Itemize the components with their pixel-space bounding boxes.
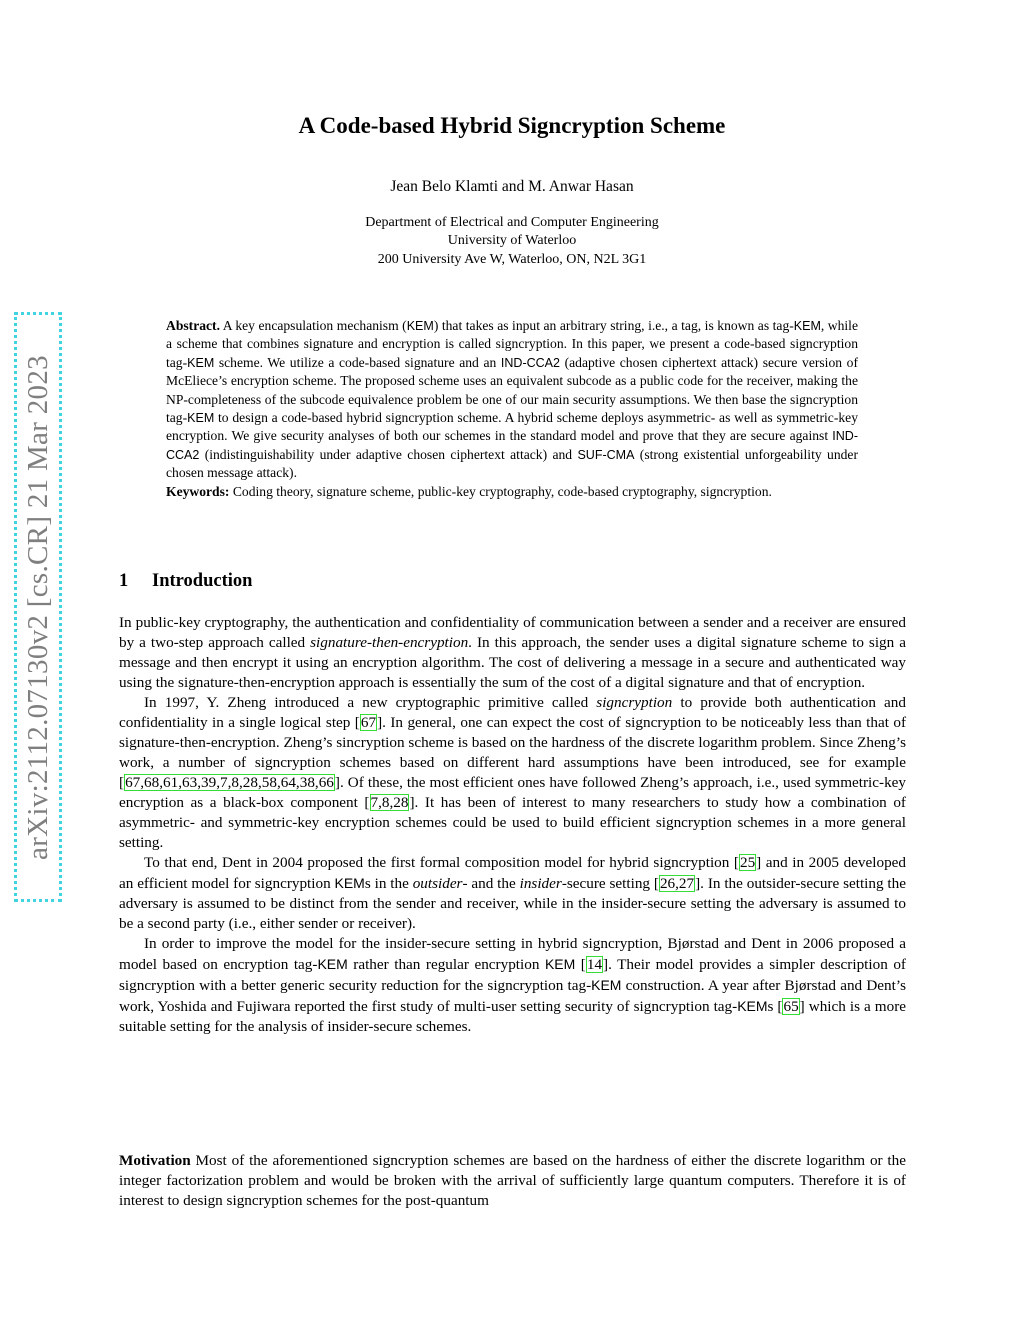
paragraph-text: . In this approach, the sender uses a digital signature scheme to sign a message and then encrypt it using an encryption algorithm. The cost of delivering a message in a secure and authenticated way using the signature-then-encryption approach is essentially the sum of the cost of a digital signature and that of encryption. (119, 634, 906, 691)
abstract-text: (strong existential unforgeability under chosen message attack). (166, 446, 858, 481)
keywords-paragraph (166, 483, 858, 501)
introduction-body (119, 613, 906, 1037)
abstract-kem-term: KEM (187, 411, 215, 426)
paragraph-text: construction. A year after Bjørstad and Dent’s work, Yoshida and Fujiwara reported the first study of multi-user setting security of signcryption tag- (119, 977, 906, 1015)
keywords-label: Keywords: (166, 483, 230, 499)
paragraph-text: ]. It has been of interest to many researchers to study how a combination of asymmetric- and symmetric-key encryption schemes could be used to build efficient signcryption schemes in a more general setting. (119, 794, 906, 851)
paragraph-text: In public-key cryptography, the authentication and confidentiality of communication between a sender and a receiver are ensured by a two-step approach called (119, 614, 906, 651)
paragraph-text: rather than regular encryption (347, 956, 545, 973)
intro-paragraph-1 (119, 613, 906, 693)
citation-link[interactable]: 25 (739, 854, 756, 871)
kem-term: KEM (317, 956, 348, 972)
paragraph-text: ]. Their model provides a simpler description of signcryption with a better generic security reduction for the signcryption tag- (119, 956, 906, 994)
motivation-block (119, 1151, 906, 1211)
citation-link[interactable]: 65 (783, 998, 799, 1015)
paragraph-text: s in the (364, 875, 413, 892)
keywords-text: Coding theory, signature scheme, public-key cryptography, code-based cryptography, signcryption. (229, 483, 772, 499)
abstract-kem-term: KEM (793, 319, 821, 333)
paragraph-text: In order to improve the model for the insider-secure setting in hybrid signcryption, Bjørstad and Dent in 2006 proposed a model based on encryption tag- (119, 935, 906, 973)
paragraph-text: s [ (767, 998, 783, 1015)
intro-paragraph-3 (119, 853, 906, 934)
paragraph-text: -secure setting [ (561, 875, 659, 892)
abstract-kem-term: KEM (406, 319, 434, 333)
emphasis-term: signcryption (596, 694, 673, 711)
abstract-sufcma-term: SUF-CMA (577, 447, 635, 462)
emphasis-term: insider (519, 875, 562, 892)
abstract-label: Abstract. (166, 318, 220, 333)
arxiv-identifier: arXiv:2112.07130v2 [cs.CR] 21 Mar 2023 (21, 354, 54, 860)
affiliation-university: University of Waterloo (447, 233, 577, 249)
citation-link[interactable]: 26,27 (659, 875, 695, 892)
paper-title: A Code-based Hybrid Signcryption Scheme (298, 113, 726, 138)
kem-term: KEM (544, 956, 576, 972)
abstract-block (166, 317, 858, 501)
affiliation-address: 200 University Ave W, Waterloo, ON, N2L 3G1 (377, 251, 647, 267)
abstract-text: , while a scheme that combines signature and encryption is called signcryption. In this paper, we present a code-based signcryption tag- (166, 318, 858, 370)
emphasis-term: outsider (412, 875, 463, 892)
abstract-text: ) that takes as input an arbitrary string, i.e., a tag, is known as tag- (433, 318, 794, 333)
citation-link[interactable]: 67,68,61,63,39,7,8,28,58,64,38,66 (125, 774, 334, 791)
intro-paragraph-2 (119, 693, 906, 853)
paragraph-text: ] and in 2005 developed an efficient model for signcryption (119, 854, 906, 892)
paper-authors: Jean Belo Klamti and M. Anwar Hasan (390, 178, 634, 195)
paragraph-text: ]. In the outsider-secure setting the adversary is assumed to be distinct from the sender and receiver, while in the insider-secure setting the adversary is assumed to be a second party (i.e., either sender or receiver). (119, 875, 906, 932)
paragraph-text: ] which is a more suitable setting for the analysis of insider-secure schemes. (119, 998, 907, 1035)
motivation-text: Most of the aforementioned signcryption schemes are based on the hardness of either the discrete logarithm or the integer factorization problem and would be broken with the arrival of sufficiently large quantum computers. Therefore it is of interest to design signcryption schemes for the post-quantum (119, 1152, 906, 1209)
motivation-label: Motivation (119, 1152, 191, 1169)
paragraph-text: To that end, Dent in 2004 proposed the first formal composition model for hybrid signcryption [ (144, 854, 739, 871)
kem-term: KEM (334, 875, 365, 891)
kem-term: KEM (591, 977, 622, 993)
abstract-text: to design a code-based hybrid signcryption scheme. A hybrid scheme deploys asymmetric- as well as symmetric-key encryption. We give security analyses of both our schemes in the standard model and prove that they are secure against (166, 410, 858, 444)
emphasis-term: signature-then-encryption (310, 634, 469, 651)
paragraph-text: - and the (462, 875, 520, 892)
citation-link[interactable]: 7,8,28 (370, 794, 409, 811)
abstract-text: (adaptive chosen ciphertext attack) secure version of McEliece’s encryption scheme. The proposed scheme uses an equivalent subcode as a public code for the receiver, making the NP-completeness of the subcode equivalence problem be one of our main security assumptions. We then base the signcryption tag- (166, 354, 858, 426)
abstract-text: A key encapsulation mechanism ( (219, 318, 407, 333)
affiliation-department: Department of Electrical and Computer Engineering (365, 215, 659, 230)
abstract-indcca2-term: IND-CCA2 (166, 429, 858, 462)
kem-term: KEM (737, 998, 768, 1014)
citation-link[interactable]: 67 (360, 714, 377, 731)
motivation-paragraph (119, 1151, 906, 1211)
section-title: Introduction (152, 571, 253, 591)
paragraph-text: ]. Of these, the most efficient ones have followed Zheng’s approach, i.e., used symmetric-key encryption as a black-box component [ (119, 774, 906, 811)
abstract-indcca2-term: IND-CCA2 (500, 355, 560, 370)
affiliation-block (0, 214, 1024, 269)
intro-paragraph-4 (119, 934, 906, 1037)
abstract-text: (indistinguishability under adaptive chosen ciphertext attack) and (199, 446, 578, 462)
section-heading-introduction (119, 571, 252, 592)
abstract-text: scheme. We utilize a code-based signature and an (214, 354, 501, 370)
citation-link[interactable]: 14 (586, 956, 603, 973)
paragraph-text: In 1997, Y. Zheng introduced a new cryptographic primitive called (144, 694, 597, 711)
section-number: 1 (119, 571, 129, 591)
arxiv-sidebar-stamp (14, 312, 62, 902)
paragraph-text: to provide both authentication and confidentiality in a single logical step [ (119, 694, 906, 731)
abstract-kem-term: KEM (187, 355, 215, 370)
paragraph-text: [ (575, 956, 586, 973)
paragraph-text: ]. In general, one can expect the cost of signcryption to be noticeably less than that of signature-then-encryption. Zheng’s sincryption scheme is based on the hardness of the discrete logarithm problem. Since Zheng’s work, a number of signcryption schemes based on different hard assumptions have been introduced, see for example [ (119, 714, 907, 791)
abstract-paragraph (166, 317, 858, 483)
